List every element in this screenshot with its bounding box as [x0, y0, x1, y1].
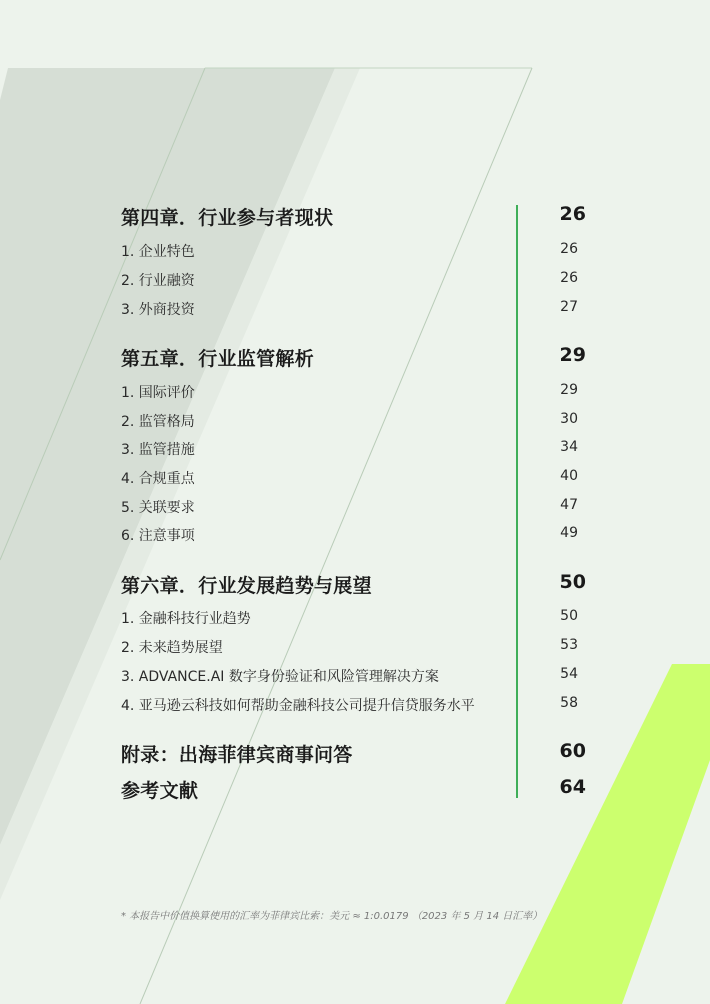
- exchange-rate-footnote: * 本报告中价值换算使用的汇率为菲律宾比索：美元 ≈ 1:0.0179 （2023 年 5 月 14 日汇率）: [121, 911, 543, 922]
- item-label: 3. ADVANCE.AI 数字身份验证和风险管理解决方案: [121, 669, 439, 685]
- chapter-title: 第四章．行业参与者现状: [121, 207, 334, 229]
- item-label: 4. 亚马逊云科技如何帮助金融科技公司提升信贷服务水平: [121, 698, 475, 714]
- toc-item[interactable]: [121, 436, 586, 460]
- toc-item[interactable]: [121, 692, 586, 716]
- appendix-title: 附录：出海菲律宾商事问答: [121, 744, 353, 766]
- toc-item[interactable]: [121, 465, 586, 489]
- toc-item[interactable]: [121, 267, 586, 291]
- item-label: 2. 行业融资: [121, 273, 195, 289]
- chapter-page-number: 26: [559, 203, 586, 225]
- toc-item[interactable]: [121, 408, 586, 432]
- toc-item[interactable]: [121, 634, 586, 658]
- toc-references[interactable]: [121, 776, 586, 800]
- item-page-number: 53: [560, 637, 578, 653]
- item-label: 2. 未来趋势展望: [121, 640, 223, 656]
- item-page-number: 30: [560, 411, 578, 427]
- chapter-page-number: 50: [559, 571, 586, 593]
- item-page-number: 50: [560, 608, 578, 624]
- toc-chapter-4[interactable]: [121, 203, 586, 227]
- item-page-number: 34: [560, 439, 578, 455]
- item-label: 2. 监管格局: [121, 414, 195, 430]
- item-label: 1. 企业特色: [121, 244, 195, 260]
- toc-chapter-5[interactable]: [121, 344, 586, 368]
- toc-item[interactable]: [121, 379, 586, 403]
- item-label: 6. 注意事项: [121, 528, 195, 544]
- item-label: 3. 外商投资: [121, 302, 195, 318]
- item-page-number: 40: [560, 468, 578, 484]
- references-title: 参考文献: [121, 780, 199, 802]
- toc-item[interactable]: [121, 663, 586, 687]
- item-page-number: 29: [560, 382, 578, 398]
- item-page-number: 54: [560, 666, 578, 682]
- toc-item[interactable]: [121, 522, 586, 546]
- item-page-number: 58: [560, 695, 578, 711]
- item-label: 5. 关联要求: [121, 500, 195, 516]
- appendix-page-number: 60: [559, 740, 586, 762]
- chapter-page-number: 29: [559, 344, 586, 366]
- toc-item[interactable]: [121, 494, 586, 518]
- item-page-number: 26: [560, 241, 578, 257]
- toc-item[interactable]: [121, 605, 586, 629]
- item-page-number: 27: [560, 299, 578, 315]
- item-label: 4. 合规重点: [121, 471, 195, 487]
- item-page-number: 49: [560, 525, 578, 541]
- toc-chapter-6[interactable]: [121, 571, 586, 595]
- item-label: 1. 国际评价: [121, 385, 195, 401]
- item-label: 3. 监管措施: [121, 442, 195, 458]
- toc-appendix[interactable]: [121, 740, 586, 764]
- item-page-number: 26: [560, 270, 578, 286]
- chapter-title: 第六章．行业发展趋势与展望: [121, 575, 372, 597]
- toc-item[interactable]: [121, 296, 586, 320]
- references-page-number: 64: [559, 776, 586, 798]
- toc-item[interactable]: [121, 238, 586, 262]
- item-page-number: 47: [560, 497, 578, 513]
- item-label: 1. 金融科技行业趋势: [121, 611, 251, 627]
- chapter-title: 第五章．行业监管解析: [121, 348, 315, 370]
